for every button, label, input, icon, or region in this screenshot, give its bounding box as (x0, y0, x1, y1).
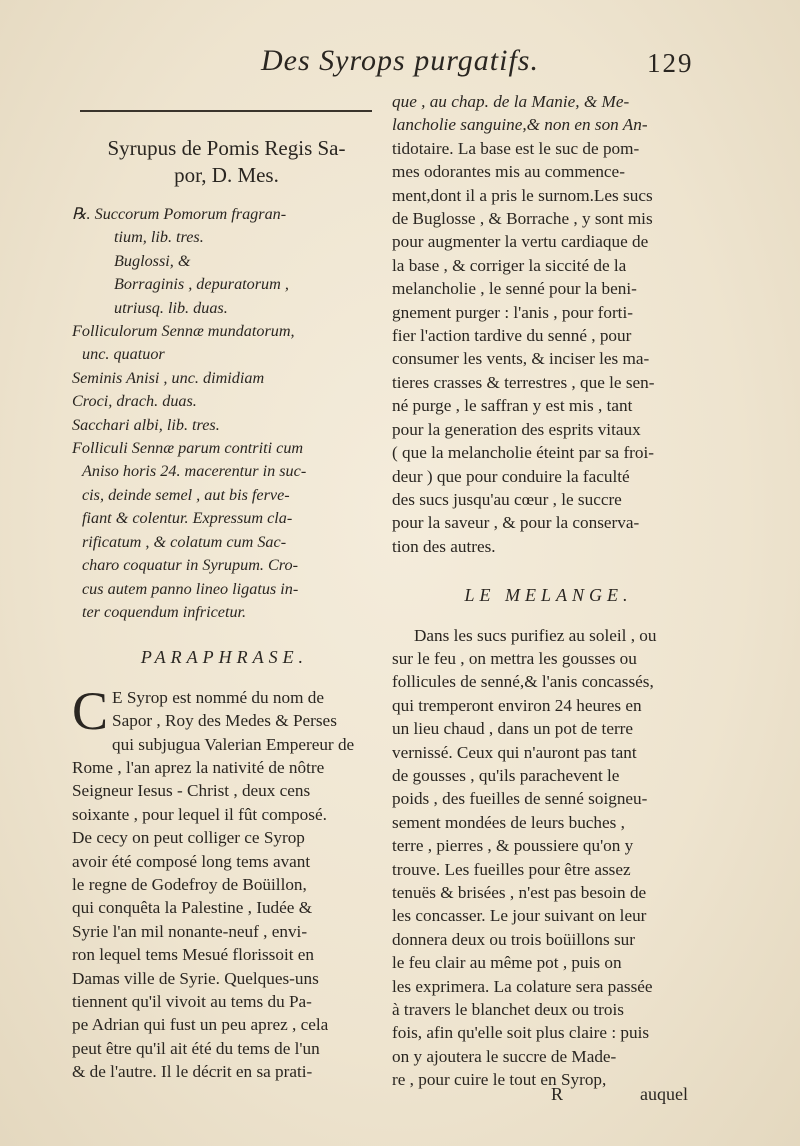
text-line: Borraginis , depuratorum , (114, 275, 289, 294)
page-number: 129 (647, 48, 694, 78)
text-line: terre , pierres , & poussiere qu'on y (392, 836, 634, 856)
text-line: les exprimera. La colature sera passée (392, 976, 653, 996)
text-line: tion des autres. (392, 536, 496, 556)
text-line: utriusq. lib. duas. (114, 298, 228, 317)
text-line: fois, afin qu'elle soit plus claire : puis (392, 1023, 650, 1043)
text-line: lancholie sanguine,& non en son An- (392, 115, 648, 135)
recipe-ingredients (72, 203, 377, 624)
text-line: les concasser. Le jour suivant on leur (392, 906, 647, 926)
text-line: de Buglosse , & Borrache , y sont mis (392, 209, 653, 229)
text-line: consumer les vents, & inciser les ma- (392, 349, 650, 369)
text-line: Folliculi Sennæ parum contriti cum (72, 439, 304, 458)
text-line: ron lequel tems Mesué florissoit en (72, 945, 315, 965)
text-line: tium, lib. tres. (114, 228, 204, 247)
text-line: poids , des fueilles de senné soigneu- (392, 789, 648, 809)
catchword: auquel (640, 1084, 688, 1104)
left-column (72, 135, 377, 1084)
text-line: fier l'action tardive du senné , pour (392, 326, 632, 346)
text-line: avoir été composé long tems avant (72, 851, 311, 871)
paraphrase-continuation (392, 90, 705, 558)
text-line: Croci, drach. duas. (72, 392, 197, 411)
text-line: Damas ville de Syrie. Quelques-uns (72, 968, 319, 988)
text-line: que , au chap. de la Manie, & Me- (392, 92, 630, 111)
text-line: pour la generation des esprits vitaux (392, 419, 641, 439)
recipe-title: Syrupus de Pomis Regis Sa- por, D. Mes. (107, 136, 346, 187)
text-line: la base , & corriger la siccité de la (392, 255, 627, 275)
text-line: Seigneur Iesus - Christ , deux cens (72, 781, 311, 801)
text-line: des sucs jusqu'au cœur , le succre (392, 489, 622, 509)
text-line: fiant & colentur. Expressum cla- (82, 509, 293, 528)
text-line: un lieu chaud , dans un pot de terre (392, 719, 634, 739)
text-line: on y ajoutera le succre de Made- (392, 1046, 617, 1066)
text-line: peut être qu'il ait été du tems de l'un (72, 1038, 320, 1058)
text-line: gnement purger : l'anis , pour forti- (392, 302, 633, 322)
text-line: Sapor , Roy des Medes & Perses (112, 711, 337, 731)
text-line: tiennent qu'il vivoit au tems du Pa- (72, 992, 312, 1011)
text-line: qui subjugua Valerian Empereur de (112, 734, 355, 754)
text-line: mes odorantes mis au commence- (392, 162, 625, 182)
text-line: & de l'autre. Il le décrit en sa prati- (72, 1062, 313, 1082)
text-line: Rome , l'an aprez la nativité de nôtre (72, 757, 325, 777)
text-line: tidotaire. La base est le suc de pom- (392, 138, 640, 158)
text-line: vernissé. Ceux qui n'auront pas tant (392, 742, 637, 762)
text-line: melancholie , le senné pour la beni- (392, 279, 637, 299)
text-line: ℞. Succorum Pomorum fragran- (72, 205, 287, 223)
text-line: qui conquêta la Palestine , Iudée & (72, 898, 313, 918)
text-line: pour augmenter la vertu cardiaque de (392, 232, 649, 252)
text-line: Syrie l'an mil nonante-neuf , envi- (72, 921, 308, 941)
text-line: donnera deux ou trois boüillons sur (392, 929, 635, 949)
section-heading-paraphrase: PARAPHRASE. (140, 647, 309, 668)
text-line: trouve. Les fueilles pour être assez (392, 859, 631, 879)
text-line: rificatum , & colatum cum Sac- (82, 532, 287, 551)
text-line: qui tremperont environ 24 heures en (392, 695, 642, 715)
text-line: pour la saveur , & pour la conserva- (392, 513, 640, 533)
text-line: soixante , pour lequel il fût composé. (72, 804, 327, 824)
text-line: E Syrop est nommé du nom de (112, 687, 324, 707)
running-head: Des Syrops purgatifs. (261, 44, 539, 77)
text-line: re , pour cuire le tout en Syrop, (392, 1070, 607, 1090)
text-line: de gousses , qu'ils parachevent le (392, 765, 620, 785)
text-line: ter coquendum infricetur. (82, 602, 247, 621)
text-line: unc. quatuor (82, 345, 165, 364)
text-line: né purge , le saffran y est mis , tant (392, 396, 633, 416)
section-heading-melange: LE MELANGE. (464, 585, 633, 606)
text-line: Aniso horis 24. macerentur in suc- (82, 462, 307, 481)
text-line: follicules de senné,& l'anis concassés, (392, 672, 654, 692)
text-line: cus autem panno lineo ligatus in- (82, 579, 299, 598)
text-line: Seminis Anisi , unc. dimidiam (72, 368, 265, 387)
text-line: cis, deinde semel , aut bis ferve- (82, 485, 290, 504)
text-line: tieres crasses & terrestres , que le sen- (392, 372, 655, 392)
text-line: le feu clair au même pot , puis on (392, 953, 622, 973)
text-line: à travers le blanchet deux ou trois (392, 1000, 624, 1020)
header-rule (80, 110, 372, 112)
text-line: Dans les sucs purifiez au soleil , ou (414, 625, 657, 645)
text-line: deur ) que pour conduire la faculté (392, 466, 630, 486)
text-line: sement mondées de leurs buches , (392, 812, 625, 832)
text-line: De cecy on peut colliger ce Syrop (72, 828, 305, 848)
text-line: Folliculorum Sennæ mundatorum, (72, 322, 295, 341)
text-line: ( que la melancholie éteint par sa froi- (392, 443, 654, 463)
text-line: charo coquatur in Syrupum. Cro- (82, 556, 298, 575)
signature-mark: R (551, 1084, 564, 1104)
text-line: Sacchari albi, lib. tres. (72, 415, 220, 434)
drop-capital: C (72, 680, 109, 741)
text-line: sur le feu , on mettra les gousses ou (392, 648, 637, 668)
text-line: ment,dont il a pris le surnom.Les sucs (392, 185, 653, 205)
text-line: tenuës & brisées , n'est pas besoin de (392, 883, 647, 902)
text-line: Buglossi, & (114, 251, 191, 270)
right-column (392, 90, 705, 1092)
melange-text (392, 624, 705, 1092)
paraphrase-text (72, 680, 377, 1084)
text-line: pe Adrian qui fust un peu aprez , cela (72, 1015, 329, 1035)
text-line: le regne de Godefroy de Boüillon, (72, 874, 307, 894)
